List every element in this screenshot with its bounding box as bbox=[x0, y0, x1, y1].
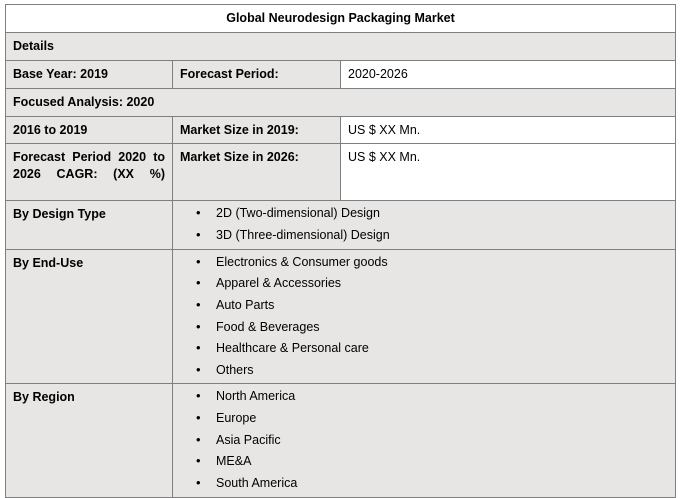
table-row-historic bbox=[6, 116, 676, 144]
historic-years-label: 2016 to 2019 bbox=[6, 116, 173, 144]
list-item: • Europe bbox=[180, 411, 668, 427]
list-item: • 3D (Three-dimensional) Design bbox=[180, 228, 668, 244]
base-year-label: Base Year: 2019 bbox=[6, 60, 173, 88]
table-row-design-type bbox=[6, 201, 676, 249]
market-size-2026-label: Market Size in 2026: bbox=[173, 144, 341, 201]
end-use-list bbox=[180, 255, 668, 379]
list-item: • Food & Beverages bbox=[180, 320, 668, 336]
list-item: • South America bbox=[180, 476, 668, 492]
list-item: • North America bbox=[180, 389, 668, 405]
region-list bbox=[180, 389, 668, 491]
table-row-base-year bbox=[6, 60, 676, 88]
market-size-2019-value: US $ XX Mn. bbox=[341, 116, 676, 144]
design-type-values bbox=[173, 201, 676, 249]
list-item: • Electronics & Consumer goods bbox=[180, 255, 668, 271]
cagr-label: Forecast Period 2020 to 2026 CAGR: (XX %) bbox=[6, 144, 173, 201]
market-size-2019-label: Market Size in 2019: bbox=[173, 116, 341, 144]
focused-analysis-label: Focused Analysis: 2020 bbox=[6, 88, 676, 116]
market-overview-table bbox=[5, 4, 676, 498]
market-size-2026-value: US $ XX Mn. bbox=[341, 144, 676, 201]
list-item: • Apparel & Accessories bbox=[180, 276, 668, 292]
forecast-period-label: Forecast Period: bbox=[173, 60, 341, 88]
region-values bbox=[173, 384, 676, 497]
table-row-end-use bbox=[6, 249, 676, 384]
page-title: Global Neurodesign Packaging Market bbox=[6, 5, 676, 33]
design-type-list bbox=[180, 206, 668, 243]
by-region-label: By Region bbox=[6, 384, 173, 497]
forecast-period-value: 2020-2026 bbox=[341, 60, 676, 88]
list-item: • 2D (Two-dimensional) Design bbox=[180, 206, 668, 222]
list-item: • ME&A bbox=[180, 454, 668, 470]
table-row-details-header bbox=[6, 32, 676, 60]
details-header: Details bbox=[6, 32, 676, 60]
document-sheet bbox=[0, 4, 682, 490]
table-row-title bbox=[6, 5, 676, 33]
by-end-use-label: By End-Use bbox=[6, 249, 173, 384]
table-row-focused-analysis bbox=[6, 88, 676, 116]
list-item: • Auto Parts bbox=[180, 298, 668, 314]
list-item: • Asia Pacific bbox=[180, 433, 668, 449]
list-item: • Others bbox=[180, 363, 668, 379]
table-row-cagr bbox=[6, 144, 676, 201]
end-use-values bbox=[173, 249, 676, 384]
by-design-type-label: By Design Type bbox=[6, 201, 173, 249]
list-item: • Healthcare & Personal care bbox=[180, 341, 668, 357]
table-row-region bbox=[6, 384, 676, 497]
